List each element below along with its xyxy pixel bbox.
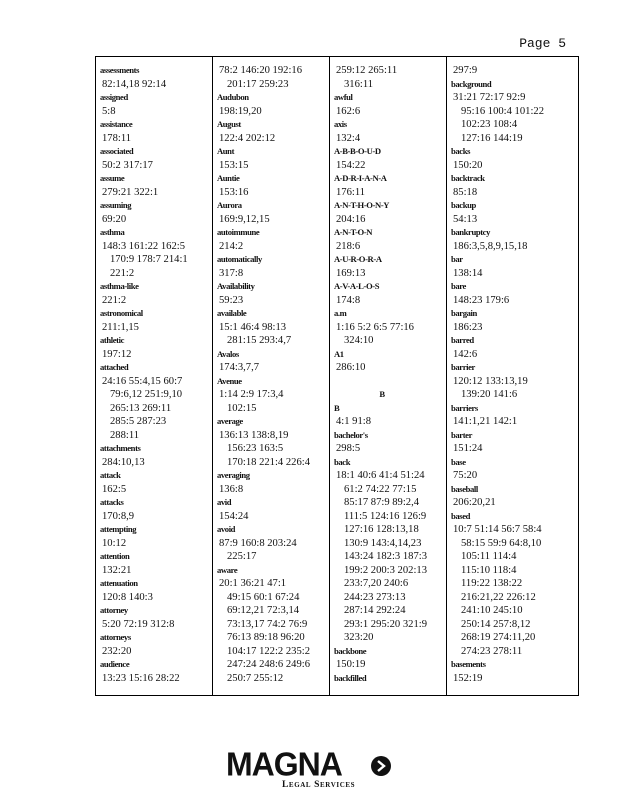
index-entry	[451, 429, 577, 456]
page-line-references: 69:12,21 72:3,14	[227, 605, 300, 616]
page-line-references: 233:7,20 240:6	[344, 578, 409, 589]
page-line-references: 136:8	[219, 483, 244, 495]
logo-wordmark: MAGNA	[226, 745, 342, 783]
index-term: backtrack	[451, 173, 485, 183]
index-entry	[100, 577, 210, 604]
page-line-references: 120:12 133:13,19	[453, 375, 528, 387]
page-line-references: 139:20 141:6	[461, 389, 518, 400]
page-line-references: 59:23	[219, 294, 244, 306]
page-line-references: 18:1 40:6 41:4 51:24	[336, 470, 425, 481]
blank-line	[334, 375, 444, 389]
index-term: assume	[100, 173, 125, 183]
index-entry	[100, 91, 210, 118]
page-line-references: 151:24	[453, 443, 483, 454]
page-line-references: 186:23	[453, 321, 483, 333]
page-line-references: 287:14 292:24	[344, 605, 406, 616]
index-term: Availability	[217, 281, 255, 291]
index-term: basements	[451, 659, 486, 669]
page-line-references: 10:7 51:14 56:7 58:4	[453, 524, 542, 535]
page-line-references: 170:18 221:4 226:4	[227, 456, 310, 468]
page-line-references: 204:16	[336, 213, 366, 225]
page-line-references: 225:17	[227, 551, 257, 562]
index-term: athletic	[100, 335, 125, 345]
index-term: A-N-T-O-N	[334, 227, 373, 237]
index-term: A-N-T-H-O-N-Y	[334, 200, 390, 210]
page-line-references: 130:9 143:4,14,23	[344, 537, 422, 549]
index-term: A-V-A-L-O-S	[334, 281, 380, 291]
page-line-references: 174:3,7,7	[219, 362, 260, 373]
page-line-references: 13:23 15:16 28:22	[102, 672, 180, 684]
index-term: attack	[100, 470, 121, 480]
index-entry	[217, 496, 327, 523]
index-term: astronomical	[100, 308, 143, 318]
index-entry	[100, 361, 210, 442]
index-entry	[451, 307, 577, 334]
index-entry	[451, 402, 577, 429]
index-entry	[451, 199, 577, 226]
index-term: attempting	[100, 524, 137, 534]
index-entry	[100, 334, 210, 361]
index-term: A-U-R-O-R-A	[334, 254, 382, 264]
page-line-references: 150:20	[453, 159, 483, 171]
column-divider	[212, 57, 213, 695]
index-entry	[100, 442, 210, 469]
index-column-2	[217, 64, 327, 695]
page-line-references: 148:3 161:22 162:5	[102, 240, 185, 252]
page-line-references: 127:16 128:13,18	[344, 524, 419, 535]
index-term: bachelor's	[334, 429, 368, 440]
page-line-references: 250:14 257:8,12	[461, 618, 531, 630]
index-column-1	[100, 64, 210, 695]
index-entry	[334, 145, 444, 172]
index-term: A-B-B-O-U-D	[334, 146, 381, 156]
index-term: avoid	[217, 524, 236, 534]
page-line-references: 87:9 160:8 203:24	[219, 537, 297, 549]
page-line-references: 95:16 100:4 101:22	[461, 105, 544, 117]
index-term: aware	[217, 564, 238, 575]
page-line-references: 5:8	[102, 105, 116, 117]
index-term: averaging	[217, 470, 250, 480]
page-line-references: 250:7 255:12	[227, 672, 284, 684]
index-column-4	[451, 64, 577, 695]
index-entry	[334, 348, 444, 375]
index-term: barter	[451, 429, 472, 440]
index-entry	[100, 199, 210, 226]
index-term: bare	[451, 281, 466, 291]
page-line-references: 24:16 55:4,15 60:7	[102, 375, 183, 387]
index-term: associated	[100, 146, 134, 156]
index-term: barriers	[451, 402, 478, 413]
page-line-references: 241:10 245:10	[461, 605, 523, 616]
index-entry	[451, 64, 577, 78]
index-term: assistance	[100, 119, 133, 129]
index-entry	[100, 64, 210, 91]
index-term: Auntie	[217, 173, 240, 183]
page-line-references: 279:21 322:1	[102, 186, 159, 198]
index-entry	[217, 172, 327, 199]
index-term: B	[334, 402, 340, 413]
page-line-references: 54:13	[453, 213, 478, 225]
page-line-references: 143:24 182:3 187:3	[344, 551, 427, 562]
page-line-references: 102:23 108:4	[461, 119, 518, 130]
index-term: back	[334, 456, 351, 467]
index-entry	[334, 429, 444, 456]
index-entry	[100, 604, 210, 631]
page-line-references: 286:10	[336, 362, 366, 373]
page-line-references: 316:11	[344, 78, 374, 90]
page-line-references: 5:20 72:19 312:8	[102, 618, 175, 630]
index-entry	[217, 564, 327, 686]
index-term: attorney	[100, 605, 128, 615]
index-entry	[217, 199, 327, 226]
page-line-references: 148:23 179:6	[453, 294, 510, 306]
index-term: attenuation	[100, 578, 138, 588]
index-term: assigned	[100, 92, 128, 102]
index-entry	[100, 631, 210, 658]
page-line-references: 186:3,5,8,9,15,18	[453, 240, 528, 252]
index-entry	[334, 118, 444, 145]
page-line-references: 156:23 163:5	[227, 443, 284, 454]
index-entry	[334, 91, 444, 118]
index-entry	[451, 510, 577, 659]
page-line-references: 285:5 287:23	[110, 416, 167, 427]
page-line-references: 102:15	[227, 402, 257, 414]
index-term: assuming	[100, 200, 132, 210]
index-term: background	[451, 78, 492, 89]
page-line-references: 323:20	[344, 632, 374, 643]
page-line-references: 105:11 114:4	[461, 551, 517, 562]
index-term: Avalos	[217, 348, 239, 359]
index-term: attorneys	[100, 632, 131, 642]
page-line-references: 69:20	[102, 213, 127, 225]
index-entry	[451, 145, 577, 172]
index-term: asthma-like	[100, 281, 139, 291]
index-entry	[334, 64, 444, 91]
page-line-references: 216:21,22 226:12	[461, 591, 536, 603]
index-term: attacks	[100, 497, 124, 507]
index-entry	[451, 226, 577, 253]
page-line-references: 75:20	[453, 470, 478, 481]
page-line-references: 104:17 122:2 235:2	[227, 645, 310, 657]
index-entry	[100, 658, 210, 685]
page-line-references: 150:19	[336, 659, 366, 670]
section-letter: B	[379, 389, 385, 399]
index-entry	[217, 348, 327, 375]
page-line-references: 1:14 2:9 17:3,4	[219, 389, 284, 400]
page-line-references: 265:13 269:11	[110, 402, 172, 414]
page-line-references: 221:2	[110, 267, 135, 279]
page-line-references: 49:15 60:1 67:24	[227, 591, 300, 603]
index-entry	[100, 226, 210, 280]
logo-tagline: Legal Services	[282, 780, 356, 790]
index-entry	[217, 307, 327, 348]
index-term: audience	[100, 659, 130, 669]
index-term: A-D-R-I-A-N-A	[334, 173, 387, 183]
page-line-references: 247:24 248:6 249:6	[227, 659, 310, 670]
index-entry	[217, 226, 327, 253]
index-term: assessments	[100, 65, 140, 75]
page-line-references: 61:2 74:22 77:15	[344, 483, 417, 495]
page-line-references: 142:6	[453, 348, 478, 360]
word-index-table	[95, 56, 579, 696]
page-line-references: 324:10	[344, 335, 374, 346]
page-line-references: 169:9,12,15	[219, 213, 270, 225]
arrow-right-icon	[371, 756, 391, 776]
page-line-references: 154:22	[336, 159, 366, 171]
index-term: A1	[334, 348, 344, 359]
magna-logo	[226, 745, 396, 792]
index-entry	[451, 253, 577, 280]
page-line-references: 10:12	[102, 537, 127, 549]
page-line-references: 170:9 178:7 214:1	[110, 254, 188, 265]
page-line-references: 162:5	[102, 483, 127, 495]
page-line-references: 76:13 89:18 96:20	[227, 632, 305, 643]
page-line-references: 111:5 124:16 126:9	[344, 510, 427, 522]
index-entry	[451, 172, 577, 199]
index-term: average	[217, 416, 243, 426]
index-entry	[100, 172, 210, 199]
index-entry	[334, 402, 444, 429]
page-line-references: 268:19 274:11,20	[461, 632, 536, 643]
index-entry	[451, 483, 577, 510]
index-entry	[334, 645, 444, 672]
index-entry	[100, 280, 210, 307]
index-term: bargain	[451, 308, 477, 318]
index-entry	[217, 280, 327, 307]
page-line-references: 15:1 46:4 98:13	[219, 321, 287, 333]
index-term: attached	[100, 362, 129, 372]
page-line-references: 85:17 87:9 89:2,4	[344, 497, 420, 508]
index-entry	[334, 226, 444, 253]
page-line-references: 4:1 91:8	[336, 416, 372, 427]
page-line-references: 297:9	[453, 65, 478, 76]
page-line-references: 197:12	[102, 348, 132, 360]
page-line-references: 214:2	[219, 240, 244, 252]
index-term: based	[451, 510, 471, 521]
index-term: attention	[100, 551, 130, 561]
page-line-references: 170:8,9	[102, 510, 135, 522]
index-term: Aurora	[217, 200, 242, 210]
index-entry	[334, 280, 444, 307]
page-line-references: 199:2 200:3 202:13	[344, 564, 427, 576]
page-line-references: 136:13 138:8,19	[219, 429, 289, 441]
index-term: awful	[334, 92, 353, 102]
page-line-references: 115:10 118:4	[461, 564, 517, 576]
index-entry	[451, 334, 577, 361]
index-entry	[451, 78, 577, 146]
page-line-references: 79:6,12 251:9,10	[110, 389, 183, 400]
page-line-references: 284:10,13	[102, 456, 145, 468]
index-entry	[451, 456, 577, 483]
page-line-references: 178:11	[102, 132, 132, 144]
index-entry	[334, 456, 444, 645]
index-entry	[217, 145, 327, 172]
index-term: axis	[334, 119, 347, 129]
page-line-references: 122:4 202:12	[219, 132, 276, 144]
page-line-references: 82:14,18 92:14	[102, 78, 167, 90]
page-line-references: 153:15	[219, 159, 249, 171]
index-term: barrier	[451, 362, 475, 372]
page-line-references: 281:15 293:4,7	[227, 335, 292, 346]
index-entry	[100, 550, 210, 577]
index-entry	[217, 415, 327, 469]
index-entry	[100, 469, 210, 496]
page-line-references: 211:1,15	[102, 321, 139, 333]
page-line-references: 259:12 265:11	[336, 65, 398, 76]
index-term: backup	[451, 200, 476, 210]
page-line-references: 198:19,20	[219, 105, 262, 117]
page-line-references: 317:8	[219, 267, 244, 279]
page-line-references: 174:8	[336, 294, 361, 306]
index-entry	[451, 280, 577, 307]
page-line-references: 119:22 138:22	[461, 578, 523, 589]
index-term: Aunt	[217, 146, 235, 156]
index-entry	[100, 496, 210, 523]
page-line-references: 176:11	[336, 186, 366, 198]
page-line-references: 31:21 72:17 92:9	[453, 92, 526, 103]
index-entry	[334, 672, 444, 686]
index-entry	[334, 388, 444, 402]
page-line-references: 132:4	[336, 132, 361, 144]
index-term: August	[217, 119, 241, 129]
page-line-references: 20:1 36:21 47:1	[219, 578, 287, 589]
index-column-3	[334, 64, 444, 695]
page-line-references: 78:2 146:20 192:16	[219, 65, 302, 76]
index-term: automatically	[217, 254, 262, 264]
index-entry	[217, 91, 327, 118]
page-line-references: 298:5	[336, 443, 361, 454]
index-entry	[451, 361, 577, 402]
index-entry	[334, 199, 444, 226]
page-line-references: 120:8 140:3	[102, 591, 153, 603]
index-term: asthma	[100, 227, 125, 237]
page-line-references: 244:23 273:13	[344, 591, 406, 603]
page-line-references: 127:16 144:19	[461, 132, 523, 144]
index-entry	[334, 375, 444, 389]
index-term: a.m	[334, 308, 347, 318]
index-term: attachments	[100, 443, 141, 453]
page-number: Page 5	[519, 36, 566, 51]
index-term: barred	[451, 335, 474, 345]
index-term: base	[451, 456, 466, 467]
index-entry	[334, 172, 444, 199]
page-line-references: 221:2	[102, 294, 127, 306]
index-term: available	[217, 308, 247, 318]
column-divider	[329, 57, 330, 695]
index-entry	[217, 253, 327, 280]
index-term: backs	[451, 146, 471, 156]
page-line-references: 152:19	[453, 672, 483, 684]
page-line-references: 293:1 295:20 321:9	[344, 618, 427, 630]
page-line-references: 206:20,21	[453, 497, 496, 508]
page-line-references: 153:16	[219, 186, 249, 198]
index-term: avid	[217, 497, 232, 507]
page-line-references: 85:18	[453, 186, 478, 198]
page-line-references: 232:20	[102, 645, 132, 657]
index-entry	[217, 64, 327, 91]
index-entry	[334, 253, 444, 280]
index-entry	[100, 145, 210, 172]
page-line-references: 50:2 317:17	[102, 159, 153, 171]
index-term: backfilled	[334, 672, 367, 683]
page-line-references: 218:6	[336, 240, 361, 252]
index-term: Audubon	[217, 92, 249, 102]
index-term: autoimmune	[217, 227, 260, 237]
page-line-references: 1:16 5:2 6:5 77:16	[336, 321, 414, 333]
index-entry	[334, 307, 444, 348]
index-entry	[217, 118, 327, 145]
index-entry	[451, 658, 577, 685]
page-line-references: 162:6	[336, 105, 361, 117]
index-term: Avenue	[217, 375, 242, 386]
page-line-references: 274:23 278:11	[461, 645, 523, 657]
page-line-references: 141:1,21 142:1	[453, 416, 518, 427]
index-entry	[100, 523, 210, 550]
page-line-references: 138:14	[453, 267, 483, 279]
index-entry	[100, 118, 210, 145]
index-term: backbone	[334, 645, 367, 656]
index-term: bar	[451, 254, 463, 264]
page-line-references: 154:24	[219, 510, 249, 522]
page-line-references: 169:13	[336, 267, 366, 279]
index-entry	[217, 523, 327, 564]
page-line-references: 73:13,17 74:2 76:9	[227, 618, 308, 630]
page-line-references: 58:15 59:9 64:8,10	[461, 537, 542, 549]
page-line-references: 132:21	[102, 564, 132, 576]
index-entry	[217, 469, 327, 496]
index-term: bankruptcy	[451, 227, 490, 237]
index-entry	[100, 307, 210, 334]
index-term: baseball	[451, 483, 478, 494]
page-line-references: 288:11	[110, 429, 140, 441]
page-line-references: 201:17 259:23	[227, 78, 289, 90]
index-entry	[217, 375, 327, 416]
column-divider	[446, 57, 447, 695]
